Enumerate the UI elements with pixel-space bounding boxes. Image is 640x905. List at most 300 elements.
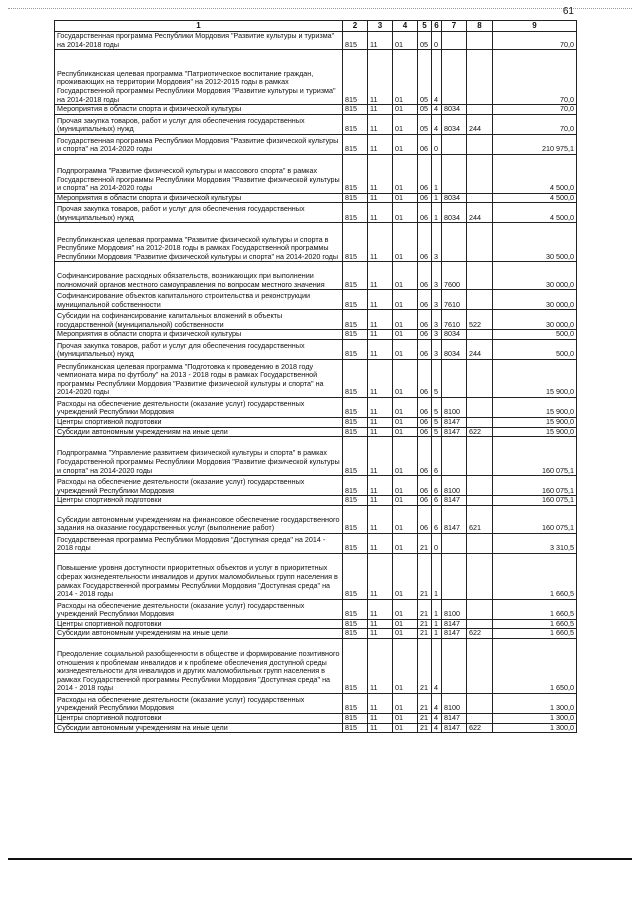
- cell-section: 11: [368, 599, 393, 619]
- cell-amount: 3 310,5: [493, 533, 577, 553]
- cell-subsection: 01: [393, 262, 418, 290]
- cell-name: Софинансирование расходных обязательств, возникающих при выполнении полномочий органов местного самоуправления по вопросам местного значения: [55, 262, 343, 290]
- cell-program: 06: [418, 203, 432, 223]
- cell-subsection: 01: [393, 32, 418, 50]
- cell-subprogram: 3: [432, 262, 442, 290]
- cell-ministry: 815: [343, 599, 368, 619]
- cell-amount: 4 500,0: [493, 193, 577, 203]
- cell-program: 21: [418, 599, 432, 619]
- cell-program: 21: [418, 723, 432, 733]
- cell-subsection: 01: [393, 437, 418, 476]
- cell-section: 11: [368, 713, 393, 723]
- header-col-6: 6: [432, 21, 442, 32]
- table-row: [55, 638, 577, 693]
- cell-amount: 1 300,0: [493, 713, 577, 723]
- cell-subsection: 01: [393, 105, 418, 115]
- cell-direction: 8034: [442, 193, 467, 203]
- cell-section: 11: [368, 496, 393, 506]
- cell-name: Центры спортивной подготовки: [55, 713, 343, 723]
- cell-direction: 8147: [442, 505, 467, 533]
- cell-program: 06: [418, 496, 432, 506]
- table-row: [55, 397, 577, 417]
- cell-direction: [442, 50, 467, 105]
- cell-direction: 8147: [442, 619, 467, 629]
- cell-expense-type: [467, 476, 493, 496]
- cell-subsection: 01: [393, 330, 418, 340]
- cell-name: Прочая закупка товаров, работ и услуг для обеспечения государственных (муниципальных) нужд: [55, 203, 343, 223]
- cell-program: 21: [418, 693, 432, 713]
- cell-section: 11: [368, 505, 393, 533]
- cell-ministry: 815: [343, 437, 368, 476]
- cell-amount: 500,0: [493, 330, 577, 340]
- cell-subsection: 01: [393, 310, 418, 330]
- cell-amount: 4 500,0: [493, 203, 577, 223]
- cell-program: 06: [418, 359, 432, 397]
- cell-subprogram: 6: [432, 505, 442, 533]
- cell-expense-type: [467, 417, 493, 427]
- table-row: [55, 32, 577, 50]
- cell-amount: 15 900,0: [493, 359, 577, 397]
- cell-program: 21: [418, 713, 432, 723]
- cell-subprogram: 0: [432, 134, 442, 154]
- cell-direction: 8034: [442, 114, 467, 134]
- table-row: [55, 427, 577, 437]
- cell-subprogram: 3: [432, 290, 442, 310]
- cell-subprogram: 3: [432, 310, 442, 330]
- cell-direction: [442, 359, 467, 397]
- cell-section: 11: [368, 359, 393, 397]
- cell-ministry: 815: [343, 693, 368, 713]
- cell-name: Софинансирование объектов капитального строительства и реконструкции муниципальной собственности: [55, 290, 343, 310]
- cell-subsection: 01: [393, 553, 418, 599]
- cell-subsection: 01: [393, 496, 418, 506]
- bottom-rule: [8, 858, 632, 860]
- cell-subsection: 01: [393, 193, 418, 203]
- cell-section: 11: [368, 330, 393, 340]
- cell-ministry: 815: [343, 203, 368, 223]
- cell-subsection: 01: [393, 476, 418, 496]
- cell-amount: 15 900,0: [493, 427, 577, 437]
- cell-subprogram: 5: [432, 397, 442, 417]
- cell-name: Расходы на обеспечение деятельности (оказание услуг) государственных учреждений Республики Мордовия: [55, 693, 343, 713]
- cell-direction: 8034: [442, 203, 467, 223]
- table-row: [55, 310, 577, 330]
- cell-expense-type: [467, 437, 493, 476]
- cell-expense-type: 244: [467, 114, 493, 134]
- cell-amount: 160 075,1: [493, 496, 577, 506]
- table-row: [55, 496, 577, 506]
- cell-direction: 8147: [442, 417, 467, 427]
- cell-subprogram: 6: [432, 437, 442, 476]
- cell-amount: 1 660,5: [493, 553, 577, 599]
- table-row: [55, 619, 577, 629]
- cell-name: Субсидии автономным учреждениям на иные цели: [55, 629, 343, 639]
- cell-name: Подпрограмма "Управление развитием физической культуры и спорта" в рамках Государственной программы Республики Мордовия "Развитие физической культуры и спорта" на 2014-2020 годы: [55, 437, 343, 476]
- cell-direction: 8034: [442, 339, 467, 359]
- table-row: [55, 50, 577, 105]
- top-scan-edge: [8, 2, 632, 9]
- cell-subprogram: 3: [432, 339, 442, 359]
- cell-name: Расходы на обеспечение деятельности (оказание услуг) государственных учреждений Республики Мордовия: [55, 397, 343, 417]
- cell-amount: 4 500,0: [493, 154, 577, 193]
- cell-subsection: 01: [393, 417, 418, 427]
- table-row: [55, 339, 577, 359]
- cell-ministry: 815: [343, 496, 368, 506]
- cell-subprogram: 6: [432, 476, 442, 496]
- cell-ministry: 815: [343, 290, 368, 310]
- cell-expense-type: [467, 134, 493, 154]
- cell-amount: 70,0: [493, 32, 577, 50]
- cell-program: 06: [418, 417, 432, 427]
- cell-direction: [442, 223, 467, 262]
- cell-section: 11: [368, 50, 393, 105]
- cell-ministry: 815: [343, 223, 368, 262]
- cell-name: Государственная программа Республики Мордовия "Развитие культуры и туризма" на 2014-2018 годы: [55, 32, 343, 50]
- cell-name: Субсидии автономным учреждениям на иные цели: [55, 427, 343, 437]
- cell-section: 11: [368, 134, 393, 154]
- header-col-2: 2: [343, 21, 368, 32]
- cell-direction: 8034: [442, 105, 467, 115]
- cell-program: 06: [418, 339, 432, 359]
- header-col-9: 9: [493, 21, 577, 32]
- cell-direction: [442, 638, 467, 693]
- cell-subsection: 01: [393, 599, 418, 619]
- cell-subprogram: 1: [432, 629, 442, 639]
- table-row: [55, 330, 577, 340]
- table-row: [55, 599, 577, 619]
- cell-subsection: 01: [393, 619, 418, 629]
- cell-name: Государственная программа Республики Мордовия "Доступная среда" на 2014 - 2018 годы: [55, 533, 343, 553]
- cell-direction: 8147: [442, 427, 467, 437]
- cell-name: Государственная программа Республики Мордовия "Развитие физической культуры и спорта" на 2014-2020 годы: [55, 134, 343, 154]
- cell-amount: 1 660,5: [493, 619, 577, 629]
- cell-program: 05: [418, 105, 432, 115]
- cell-subsection: 01: [393, 114, 418, 134]
- cell-amount: 160 075,1: [493, 505, 577, 533]
- cell-ministry: 815: [343, 417, 368, 427]
- cell-amount: 30 000,0: [493, 262, 577, 290]
- cell-subsection: 01: [393, 427, 418, 437]
- cell-program: 05: [418, 50, 432, 105]
- cell-expense-type: [467, 330, 493, 340]
- cell-expense-type: 522: [467, 310, 493, 330]
- table-row: [55, 290, 577, 310]
- cell-section: 11: [368, 262, 393, 290]
- cell-amount: 160 075,1: [493, 476, 577, 496]
- cell-expense-type: [467, 619, 493, 629]
- table-row: [55, 154, 577, 193]
- cell-name: Центры спортивной подготовки: [55, 619, 343, 629]
- table-row: [55, 476, 577, 496]
- cell-subsection: 01: [393, 638, 418, 693]
- cell-amount: 30 000,0: [493, 310, 577, 330]
- cell-ministry: 815: [343, 533, 368, 553]
- cell-expense-type: 622: [467, 629, 493, 639]
- cell-ministry: 815: [343, 154, 368, 193]
- table-row: [55, 533, 577, 553]
- table-row: [55, 223, 577, 262]
- cell-subprogram: 1: [432, 203, 442, 223]
- cell-ministry: 815: [343, 553, 368, 599]
- table-row: [55, 505, 577, 533]
- table-body: [55, 32, 577, 733]
- cell-subsection: 01: [393, 533, 418, 553]
- cell-name: Повышение уровня доступности приоритетных объектов и услуг в приоритетных сферах жизнедеятельности инвалидов и других маломобильных групп населения в рамках Государственной программы Республики Мордовия "Доступная среда" на 2014 - 2018 годы: [55, 553, 343, 599]
- cell-direction: 7600: [442, 262, 467, 290]
- header-col-3: 3: [368, 21, 393, 32]
- cell-program: 06: [418, 427, 432, 437]
- cell-section: 11: [368, 105, 393, 115]
- cell-amount: 210 975,1: [493, 134, 577, 154]
- table-row: [55, 553, 577, 599]
- cell-subprogram: 1: [432, 553, 442, 599]
- cell-section: 11: [368, 310, 393, 330]
- budget-table: [54, 20, 577, 733]
- cell-subsection: 01: [393, 154, 418, 193]
- cell-subprogram: 4: [432, 638, 442, 693]
- cell-section: 11: [368, 417, 393, 427]
- cell-expense-type: [467, 50, 493, 105]
- cell-amount: 15 900,0: [493, 397, 577, 417]
- cell-direction: 8147: [442, 723, 467, 733]
- cell-name: Субсидии автономным учреждениям на финансовое обеспечение государственного задания на оказание государственных услуг (выполнение работ): [55, 505, 343, 533]
- cell-program: 06: [418, 437, 432, 476]
- cell-amount: 160 075,1: [493, 437, 577, 476]
- cell-subsection: 01: [393, 713, 418, 723]
- cell-ministry: 815: [343, 619, 368, 629]
- cell-name: Мероприятия в области спорта и физической культуры: [55, 193, 343, 203]
- cell-subsection: 01: [393, 693, 418, 713]
- cell-expense-type: [467, 496, 493, 506]
- cell-section: 11: [368, 629, 393, 639]
- cell-direction: 8147: [442, 496, 467, 506]
- cell-ministry: 815: [343, 114, 368, 134]
- cell-section: 11: [368, 638, 393, 693]
- cell-name: Преодоление социальной разобщенности в обществе и формирование позитивного отношения к проблемам инвалидов и к проблеме обеспечения доступной среды жизнедеятельности для инвалидов и других маломобильных групп населения в рамках Государственной программы Республики Мордовия "Доступная среда" на 2014 - 2018 годы: [55, 638, 343, 693]
- table-row: [55, 203, 577, 223]
- cell-subprogram: 6: [432, 496, 442, 506]
- cell-name: Центры спортивной подготовки: [55, 417, 343, 427]
- cell-expense-type: [467, 193, 493, 203]
- table-row: [55, 134, 577, 154]
- cell-subprogram: 3: [432, 330, 442, 340]
- cell-section: 11: [368, 203, 393, 223]
- cell-ministry: 815: [343, 50, 368, 105]
- cell-ministry: 815: [343, 427, 368, 437]
- table-row: [55, 114, 577, 134]
- cell-program: 06: [418, 397, 432, 417]
- cell-section: 11: [368, 114, 393, 134]
- cell-amount: 70,0: [493, 114, 577, 134]
- cell-name: Республиканская целевая программа "Патриотическое воспитание граждан, проживающих на территории Мордовия" на 2012-2015 годы в рамках Государственной программы Республики Мордовия "Развитие культуры и туризма" на 2014-2018 годы: [55, 50, 343, 105]
- cell-section: 11: [368, 553, 393, 599]
- cell-expense-type: [467, 32, 493, 50]
- cell-direction: 8147: [442, 629, 467, 639]
- cell-expense-type: 244: [467, 339, 493, 359]
- cell-direction: 7610: [442, 290, 467, 310]
- cell-program: 06: [418, 476, 432, 496]
- table-row: [55, 693, 577, 713]
- cell-name: Центры спортивной подготовки: [55, 496, 343, 506]
- cell-expense-type: [467, 553, 493, 599]
- cell-subsection: 01: [393, 505, 418, 533]
- table-row: [55, 713, 577, 723]
- cell-subprogram: 1: [432, 599, 442, 619]
- cell-name: Мероприятия в области спорта и физической культуры: [55, 330, 343, 340]
- cell-subsection: 01: [393, 397, 418, 417]
- cell-section: 11: [368, 339, 393, 359]
- table-row: [55, 193, 577, 203]
- cell-section: 11: [368, 290, 393, 310]
- cell-direction: [442, 437, 467, 476]
- cell-program: 06: [418, 134, 432, 154]
- cell-expense-type: 622: [467, 427, 493, 437]
- cell-subprogram: 5: [432, 417, 442, 427]
- cell-amount: 70,0: [493, 105, 577, 115]
- header-col-8: 8: [467, 21, 493, 32]
- cell-section: 11: [368, 397, 393, 417]
- cell-subprogram: 4: [432, 105, 442, 115]
- cell-direction: 8100: [442, 599, 467, 619]
- cell-subprogram: 1: [432, 619, 442, 629]
- cell-expense-type: [467, 599, 493, 619]
- cell-amount: 70,0: [493, 50, 577, 105]
- cell-program: 05: [418, 114, 432, 134]
- cell-section: 11: [368, 619, 393, 629]
- cell-name: Расходы на обеспечение деятельности (оказание услуг) государственных учреждений Республики Мордовия: [55, 599, 343, 619]
- cell-subprogram: 4: [432, 50, 442, 105]
- cell-direction: [442, 533, 467, 553]
- cell-expense-type: [467, 533, 493, 553]
- cell-section: 11: [368, 533, 393, 553]
- cell-direction: [442, 154, 467, 193]
- cell-direction: 7610: [442, 310, 467, 330]
- cell-program: 21: [418, 629, 432, 639]
- cell-subprogram: 5: [432, 359, 442, 397]
- cell-ministry: 815: [343, 713, 368, 723]
- header-col-1: 1: [55, 21, 343, 32]
- cell-program: 06: [418, 505, 432, 533]
- cell-subprogram: 0: [432, 533, 442, 553]
- cell-program: 06: [418, 330, 432, 340]
- cell-program: 05: [418, 32, 432, 50]
- cell-subprogram: 5: [432, 427, 442, 437]
- cell-section: 11: [368, 193, 393, 203]
- cell-expense-type: [467, 693, 493, 713]
- table-row: [55, 723, 577, 733]
- cell-subprogram: 0: [432, 32, 442, 50]
- cell-subsection: 01: [393, 359, 418, 397]
- cell-direction: 8100: [442, 476, 467, 496]
- header-col-4: 4: [393, 21, 418, 32]
- header-col-5: 5: [418, 21, 432, 32]
- cell-subsection: 01: [393, 50, 418, 105]
- table-row: [55, 105, 577, 115]
- cell-section: 11: [368, 427, 393, 437]
- cell-subsection: 01: [393, 203, 418, 223]
- cell-section: 11: [368, 693, 393, 713]
- cell-ministry: 815: [343, 723, 368, 733]
- cell-section: 11: [368, 154, 393, 193]
- cell-name: Прочая закупка товаров, работ и услуг для обеспечения государственных (муниципальных) нужд: [55, 339, 343, 359]
- cell-expense-type: [467, 359, 493, 397]
- cell-expense-type: [467, 262, 493, 290]
- cell-direction: 8034: [442, 330, 467, 340]
- cell-section: 11: [368, 32, 393, 50]
- cell-program: 06: [418, 310, 432, 330]
- cell-expense-type: [467, 638, 493, 693]
- cell-section: 11: [368, 476, 393, 496]
- cell-program: 06: [418, 154, 432, 193]
- cell-amount: 30 500,0: [493, 223, 577, 262]
- table-row: [55, 262, 577, 290]
- cell-subsection: 01: [393, 134, 418, 154]
- table-header-row: [55, 21, 577, 32]
- cell-name: Республиканская целевая программа "Подготовка к проведению в 2018 году чемпионата мира по футболу" на 2013 - 2018 годы в рамках Государственной программы Республики Мордовия "Развитие физической культуры и спорта" на 2014-2020 годы: [55, 359, 343, 397]
- cell-ministry: 815: [343, 310, 368, 330]
- cell-name: Прочая закупка товаров, работ и услуг для обеспечения государственных (муниципальных) нужд: [55, 114, 343, 134]
- cell-ministry: 815: [343, 193, 368, 203]
- cell-direction: 8100: [442, 397, 467, 417]
- cell-ministry: 815: [343, 476, 368, 496]
- cell-expense-type: [467, 105, 493, 115]
- cell-expense-type: 622: [467, 723, 493, 733]
- cell-ministry: 815: [343, 638, 368, 693]
- cell-expense-type: [467, 290, 493, 310]
- page-number: 61: [562, 6, 574, 17]
- cell-direction: 8147: [442, 713, 467, 723]
- cell-section: 11: [368, 437, 393, 476]
- cell-ministry: 815: [343, 330, 368, 340]
- cell-program: 21: [418, 553, 432, 599]
- cell-ministry: 815: [343, 359, 368, 397]
- cell-subprogram: 1: [432, 193, 442, 203]
- cell-amount: 1 650,0: [493, 638, 577, 693]
- cell-section: 11: [368, 223, 393, 262]
- cell-ministry: 815: [343, 629, 368, 639]
- cell-expense-type: 621: [467, 505, 493, 533]
- cell-amount: 1 300,0: [493, 723, 577, 733]
- cell-name: Субсидии на софинансирование капитальных вложений в объекты государственной (муниципальной) собственности: [55, 310, 343, 330]
- cell-direction: 8100: [442, 693, 467, 713]
- cell-amount: 1 660,5: [493, 599, 577, 619]
- cell-amount: 1 300,0: [493, 693, 577, 713]
- cell-section: 11: [368, 723, 393, 733]
- cell-direction: [442, 134, 467, 154]
- table-row: [55, 629, 577, 639]
- cell-ministry: 815: [343, 32, 368, 50]
- cell-amount: 30 000,0: [493, 290, 577, 310]
- cell-amount: 1 660,5: [493, 629, 577, 639]
- cell-ministry: 815: [343, 397, 368, 417]
- header-col-7: 7: [442, 21, 467, 32]
- cell-program: 06: [418, 193, 432, 203]
- table-row: [55, 417, 577, 427]
- cell-expense-type: [467, 397, 493, 417]
- cell-name: Субсидии автономным учреждениям на иные цели: [55, 723, 343, 733]
- cell-direction: [442, 32, 467, 50]
- cell-subsection: 01: [393, 723, 418, 733]
- cell-ministry: 815: [343, 134, 368, 154]
- cell-name: Подпрограмма "Развитие физической культуры и массового спорта" в рамках Государственной программы Республики Мордовия "Развитие физической культуры и спорта" на 2014-2020 годы: [55, 154, 343, 193]
- cell-name: Мероприятия в области спорта и физической культуры: [55, 105, 343, 115]
- cell-program: 21: [418, 619, 432, 629]
- cell-subsection: 01: [393, 339, 418, 359]
- cell-ministry: 815: [343, 105, 368, 115]
- cell-program: 21: [418, 638, 432, 693]
- cell-name: Расходы на обеспечение деятельности (оказание услуг) государственных учреждений Республики Мордовия: [55, 476, 343, 496]
- cell-ministry: 815: [343, 505, 368, 533]
